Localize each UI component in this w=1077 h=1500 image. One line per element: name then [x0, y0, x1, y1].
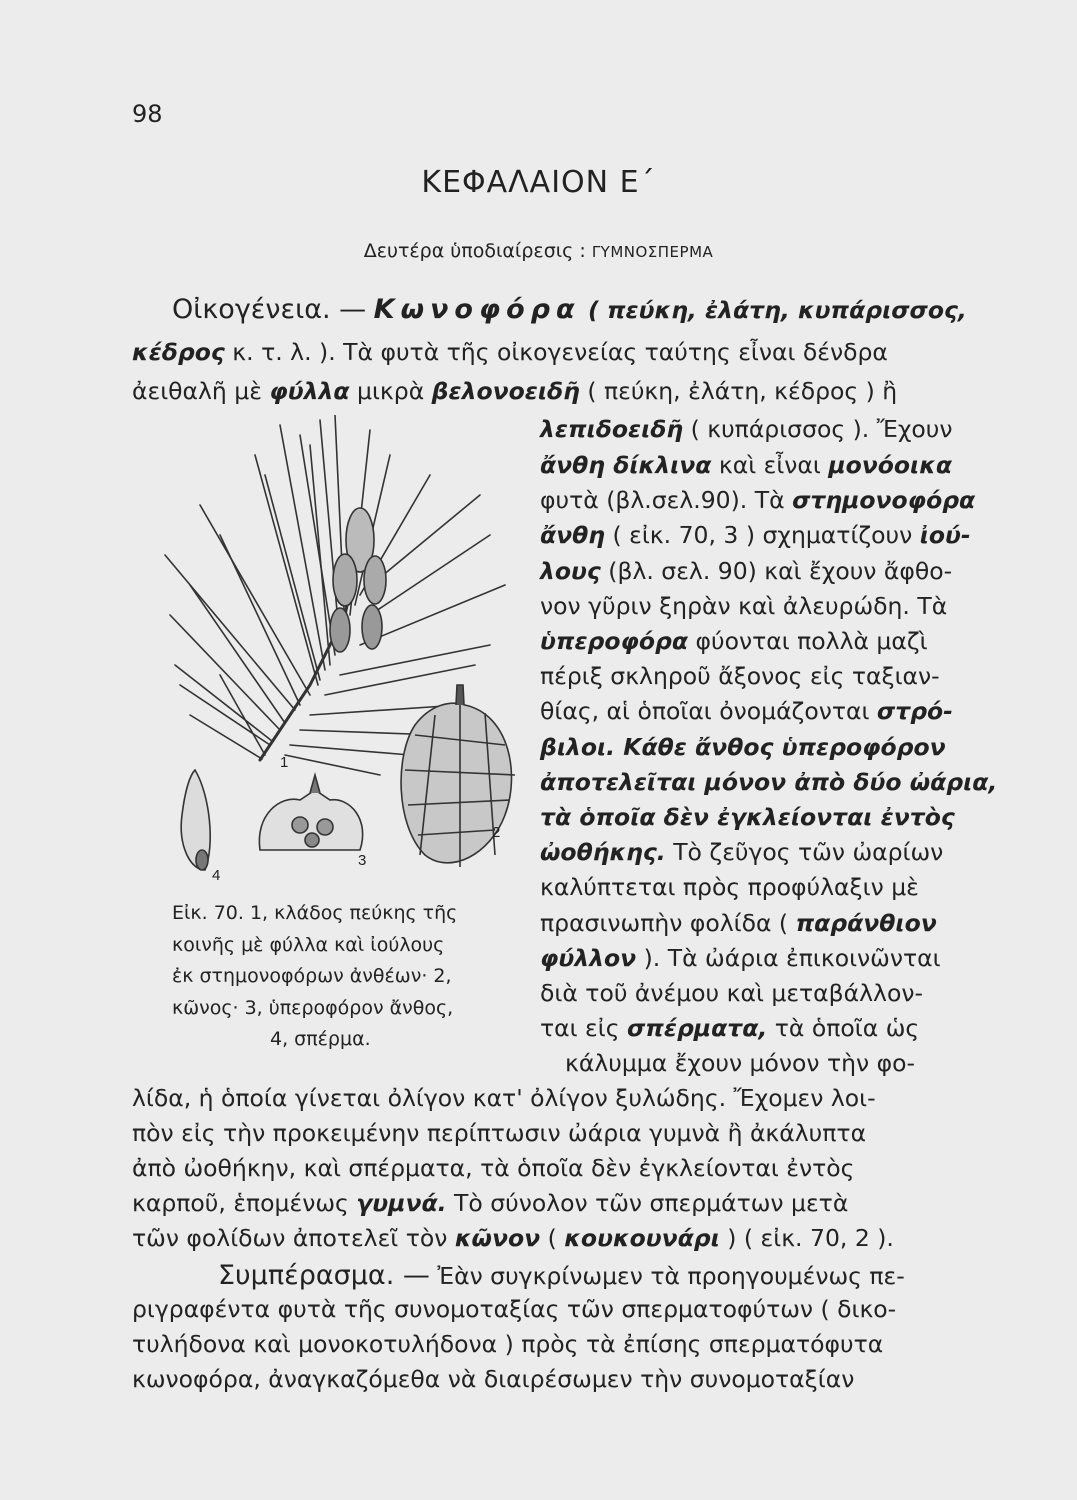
figure-label-1: 1: [280, 754, 289, 771]
family-line-7: ἄνθη ( εἰκ. 70, 3 ) σχηματίζουν ἰού-: [540, 521, 971, 549]
subtitle-caps: ΓΥΜΝΟΣΠΕΡΜΑ: [591, 243, 714, 261]
family-line-14: ἀποτελεῖται μόνον ἀπὸ δύο ὠάρια,: [540, 768, 998, 796]
figure-label-3: 3: [358, 852, 367, 869]
figure-illustration: [160, 415, 540, 895]
family-line-19: φύλλον ). Τὰ ὠάρια ἐπικοινῶνται: [540, 944, 941, 972]
family-line-4: λεπιδοειδῆ ( κυπάρισσος ). Ἔχουν: [540, 415, 953, 443]
chapter-title: ΚΕΦΑΛΑΙΟΝ Ε΄: [421, 165, 656, 200]
family-line-25: ἀπὸ ὠοθήκην, καὶ σπέρματα, τὰ ὁποῖα δὲν ἐγκλείονται ἐντὸς: [132, 1154, 855, 1182]
caption-line: Εἰκ. 70. 1, κλάδος πεύκης τῆς: [172, 902, 458, 924]
family-line-9: νον γῦριν ξηρὰν καὶ ἀλευρώδη. Τὰ: [540, 592, 948, 620]
family-line-1-rest: ( πεύκη, ἐλάτη, κυπάρισσος,: [588, 296, 967, 324]
family-line-17: καλύπτεται πρὸς προφύλαξιν μὲ: [540, 873, 919, 901]
conclusion-line-2: ριγραφέντα φυτὰ τῆς συνομοταξίας τῶν σπερματοφύτων ( δικο-: [132, 1295, 897, 1323]
chapter-subtitle: [0, 240, 1077, 262]
family-line-13: βιλοι. Κάθε ἄνθος ὑπεροφόρον: [540, 733, 946, 761]
caption-line: 4, σπέρμα.: [270, 1028, 371, 1050]
family-line-6: φυτὰ (βλ.σελ.90). Τὰ στημονοφόρα: [540, 486, 976, 514]
figure-label-2: 2: [492, 824, 501, 841]
family-line-11: πέριξ σκληροῦ ἄξονος εἰς ταξιαν-: [540, 662, 940, 690]
caption-line: κοινῆς μὲ φύλλα καὶ ἰούλους: [172, 933, 445, 956]
figure-label-4: 4: [212, 867, 221, 884]
subtitle-prefix: Δευτέρα ὑποδιαίρεσις :: [363, 240, 586, 262]
family-heading-label: Οἰκογένεια. —: [172, 294, 367, 325]
family-line-24: πὸν εἰς τὴν προκειμένην περίπτωσιν ὠάρια γυμνὰ ἢ ἀκάλυπτα: [132, 1119, 867, 1147]
family-line-22: κάλυμμα ἔχουν μόνον τὴν φο-: [565, 1049, 915, 1077]
family-line-23: λίδα, ἡ ὁποία γίνεται ὀλίγον κατ' ὀλίγον ξυλώδης. Ἔχομεν λοι-: [132, 1084, 876, 1112]
family-line-15: τὰ ὁποῖα δὲν ἐγκλείονται ἐντὸς: [540, 803, 955, 831]
conclusion-line-1: Συμπέρασμα. — Ἐὰν συγκρίνωμεν τὰ προηγουμένως πε-: [218, 1260, 905, 1291]
family-line-21: ται εἰς σπέρματα, τὰ ὁποῖα ὡς: [540, 1014, 920, 1042]
family-line-26: καρποῦ, ἑπομένως γυμνά. Τὸ σύνολον τῶν σπερμάτων μετὰ: [132, 1189, 849, 1217]
family-line-5: ἄνθη δίκλινα καὶ εἶναι μονόοικα: [540, 451, 953, 479]
family-line-16: ὠοθήκης. Τὸ ζεῦγος τῶν ὠαρίων: [540, 838, 944, 866]
seed-drawing: [181, 770, 210, 870]
family-line-1: [172, 296, 967, 323]
conclusion-heading: Συμπέρασμα. —: [218, 1260, 430, 1291]
family-line-8: λους (βλ. σελ. 90) καὶ ἔχουν ἄφθο-: [540, 557, 953, 585]
conclusion-line-4: κωνοφόρα, ἀναγκαζόμεθα νὰ διαιρέσωμεν τὴν συνομοταξίαν: [132, 1365, 855, 1393]
family-line-3: ἀειθαλῆ μὲ φύλλα μικρὰ βελονοειδῆ ( πεύκη, ἐλάτη, κέδρος ) ἢ: [132, 377, 898, 405]
family-line-20: διὰ τοῦ ἀνέμου καὶ μεταβάλλον-: [540, 979, 923, 1007]
caption-line: ἐκ στημονοφόρων ἀνθέων· 2,: [172, 965, 452, 987]
family-heading-name: Κωνοφόρα: [373, 294, 581, 325]
conclusion-line-3: τυλήδονα καὶ μονοκοτυλήδονα ) πρὸς τὰ ἐπίσης σπερματόφυτα: [132, 1330, 884, 1358]
family-line-2: κέδρος κ. τ. λ. ). Τὰ φυτὰ τῆς οἰκογενείας ταύτης εἶναι δένδρα: [132, 338, 888, 366]
page-number: 98: [132, 100, 163, 128]
family-line-18: πρασινωπὴν φολίδα ( παράνθιον: [540, 909, 937, 937]
family-line-12: θίας, αἱ ὁποῖαι ὀνομάζονται στρό-: [540, 697, 953, 725]
family-line-27: τῶν φολίδων ἀποτελεῖ τὸν κῶνον ( κουκουνάρι ) ( εἰκ. 70, 2 ).: [132, 1224, 894, 1252]
figure-caption: [172, 898, 527, 1056]
seed-cone-flower-drawing: [259, 775, 362, 850]
caption-line: κῶνος· 3, ὑπεροφόρον ἄνθος,: [172, 996, 454, 1019]
family-line-10: ὑπεροφόρα φύονται πολλὰ μαζὶ: [540, 627, 928, 655]
